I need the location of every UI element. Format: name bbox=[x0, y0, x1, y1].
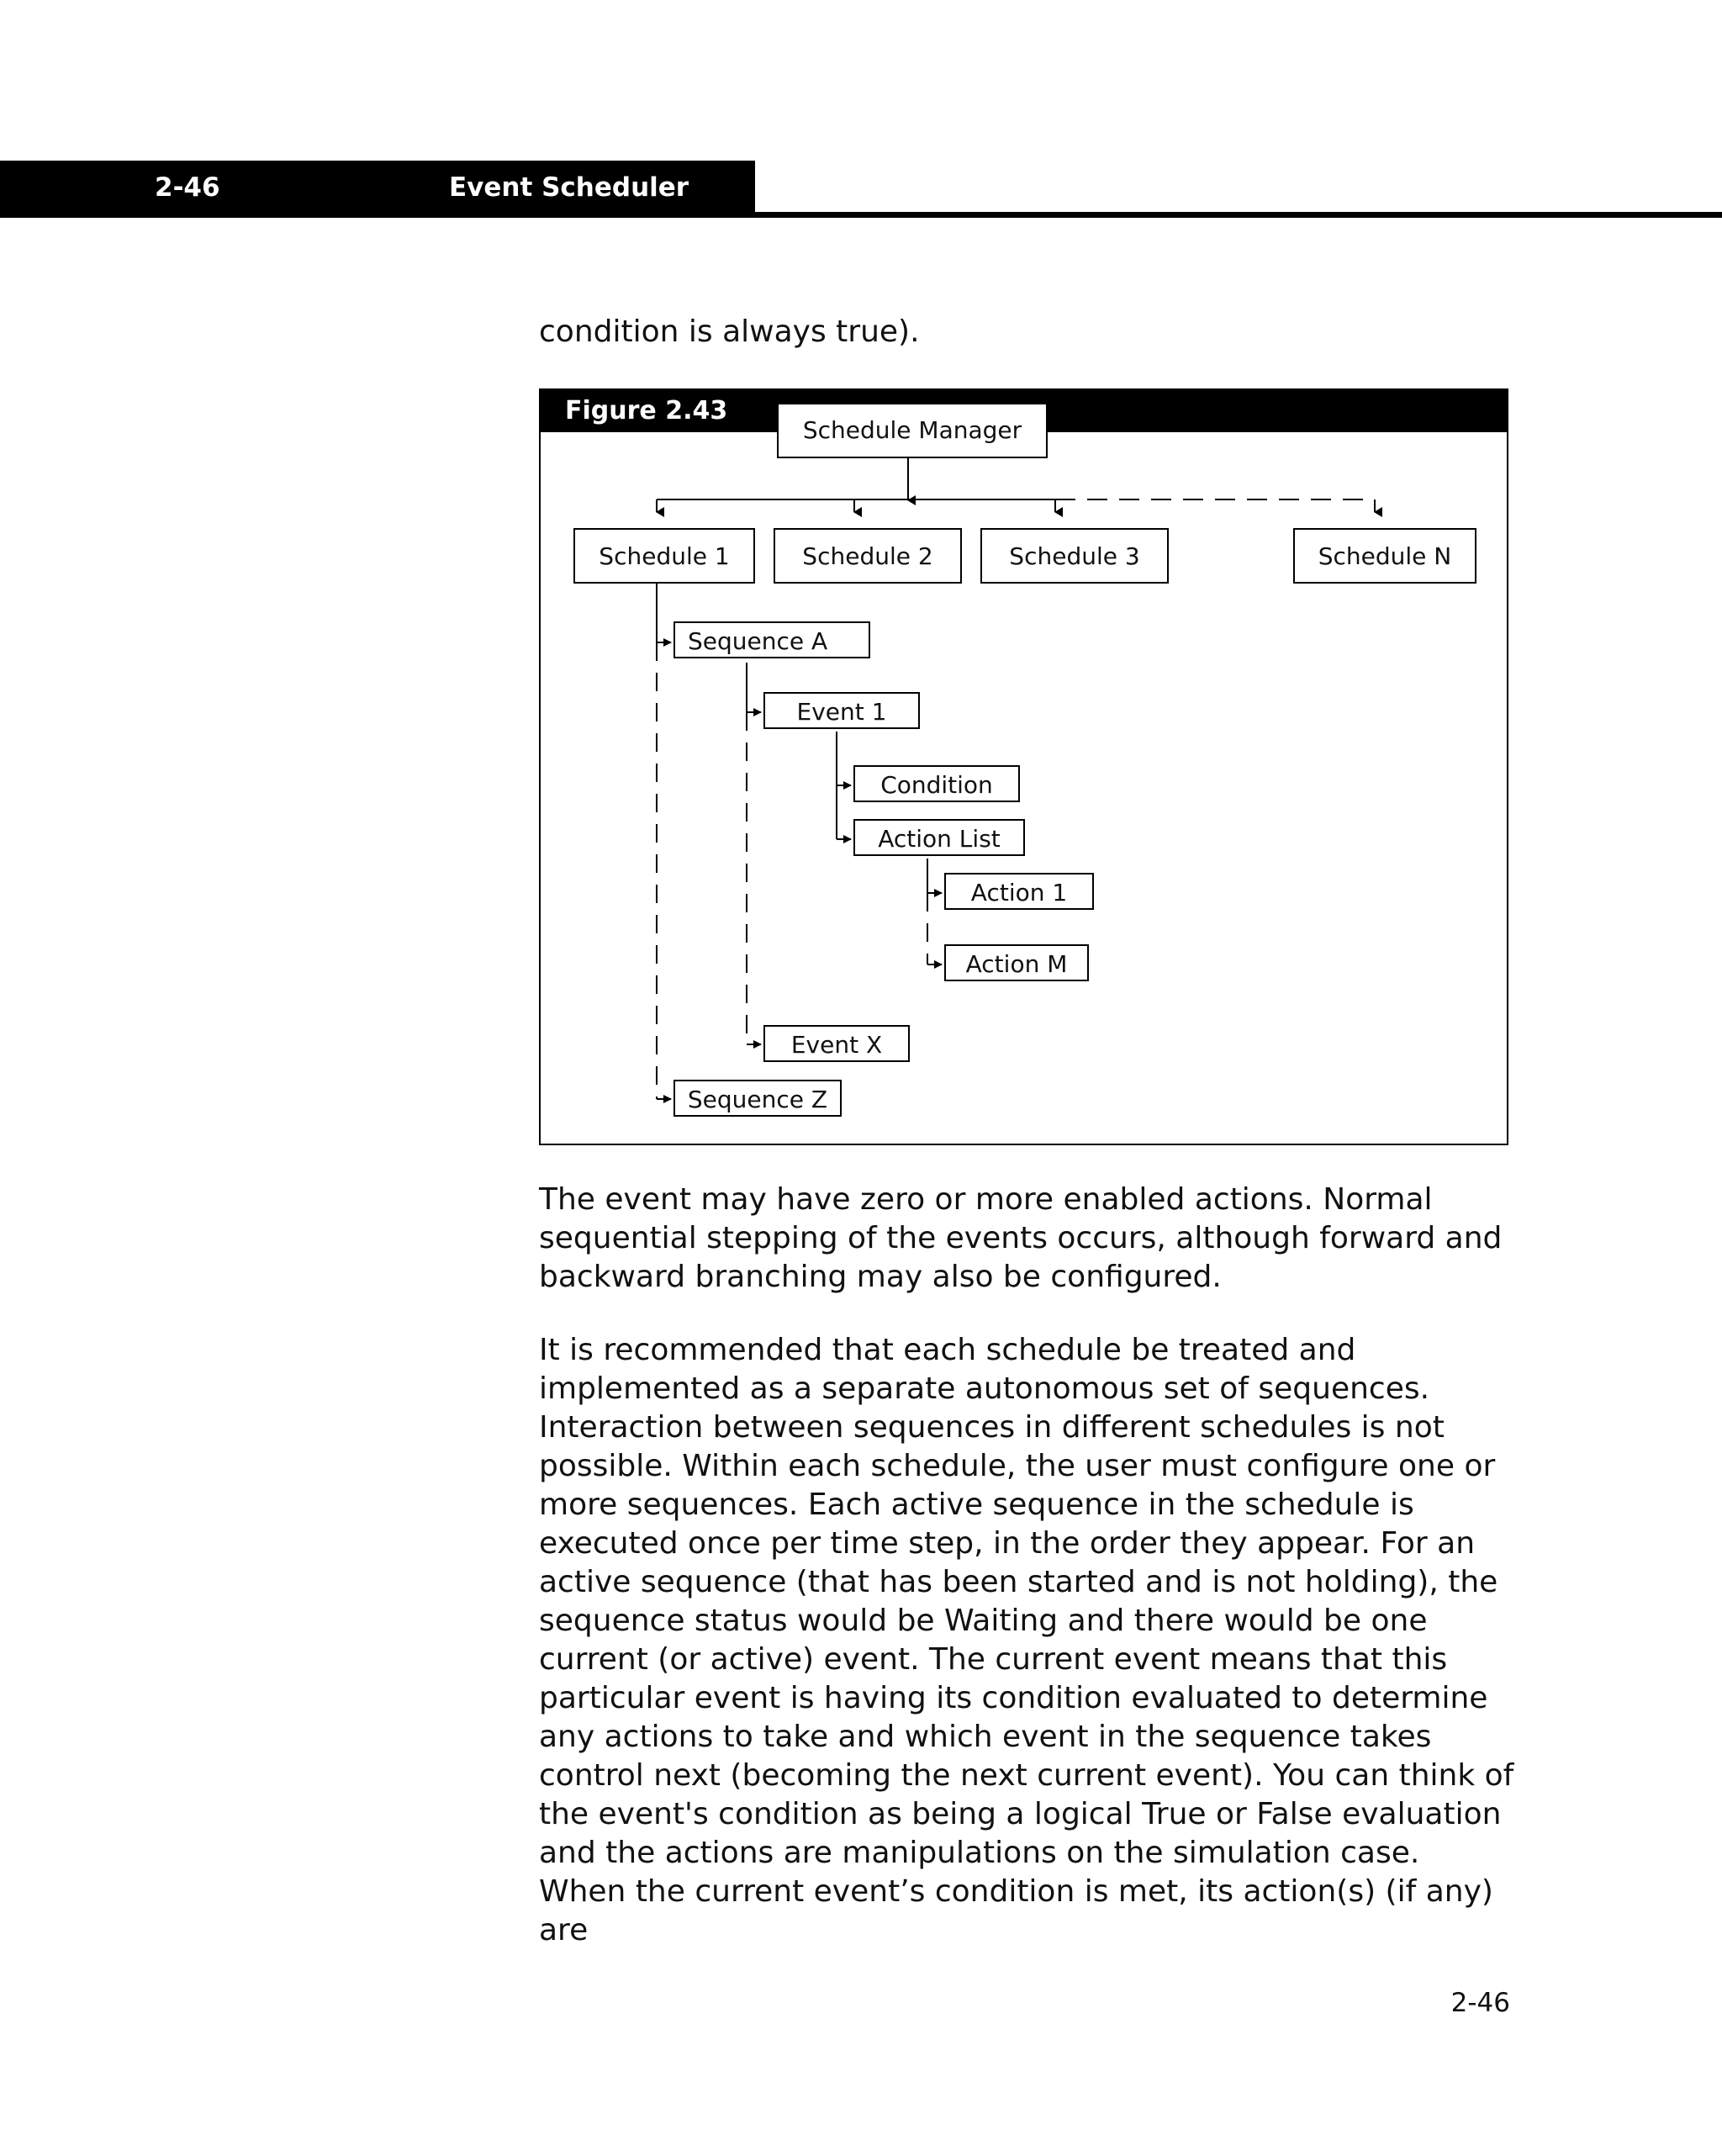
node-action-1 bbox=[945, 874, 1093, 909]
figure-label: Figure 2.43 bbox=[565, 396, 728, 425]
node-sequence-z bbox=[674, 1081, 841, 1116]
node-label: Schedule 2 bbox=[802, 542, 933, 570]
node-action-m bbox=[945, 945, 1088, 980]
node-label: Schedule Manager bbox=[802, 416, 1022, 444]
node-condition bbox=[854, 766, 1019, 801]
figure-2-43 bbox=[539, 388, 1508, 1145]
node-label: Schedule N bbox=[1318, 542, 1452, 570]
header-section-title: Event Scheduler bbox=[449, 172, 689, 203]
node-action-list bbox=[854, 820, 1024, 855]
footer-page-number: 2-46 bbox=[1450, 1988, 1510, 2018]
node-label: Schedule 3 bbox=[1009, 542, 1140, 570]
node-schedule-2 bbox=[774, 529, 961, 583]
node-event-x bbox=[764, 1026, 909, 1061]
node-schedule-manager bbox=[778, 404, 1047, 457]
intro-text: condition is always true). bbox=[539, 314, 920, 349]
hierarchy-diagram bbox=[541, 390, 1510, 1147]
node-label: Condition bbox=[880, 771, 993, 799]
node-label: Action 1 bbox=[970, 879, 1068, 906]
node-schedule-n bbox=[1294, 529, 1476, 583]
paragraph-2: It is recommended that each schedule be treated and implemented as a separate autonomous set of sequences. Interaction between sequences in different schedules is not possible. Within each schedule, the user must configure one or more sequences. Each active sequence in the schedule is executed once per time step, in the order they appear. For an active sequence (that has been started and is not holding), the sequence status would be Waiting and there would be one current (or active) event. The current event means that this particular event is having its condition evaluated to determine any actions to take and which event in the sequence takes control next (becoming the next current event). You can think of the event's condition as being a logical True or False evaluation and the actions are manipulations on the simulation case. When the current event’s condition is met, its action(s) (if any) are bbox=[539, 1333, 1514, 1947]
node-label: Event 1 bbox=[796, 698, 887, 726]
header-rule bbox=[0, 212, 1722, 218]
paragraph-1: The event may have zero or more enabled actions. Normal sequential stepping of the events occurs, although forward and backward branching may also be configured. bbox=[539, 1182, 1503, 1294]
node-label: Schedule 1 bbox=[599, 542, 730, 570]
node-sequence-a bbox=[674, 622, 869, 658]
node-label: Action List bbox=[878, 825, 1001, 853]
node-schedule-1 bbox=[574, 529, 754, 583]
node-label: Sequence A bbox=[688, 627, 828, 655]
node-label: Sequence Z bbox=[687, 1086, 828, 1113]
node-label: Event X bbox=[790, 1031, 883, 1059]
node-label: Action M bbox=[965, 950, 1068, 978]
node-schedule-3 bbox=[981, 529, 1168, 583]
node-event-1 bbox=[764, 693, 919, 728]
header-page-number: 2-46 bbox=[155, 172, 220, 203]
